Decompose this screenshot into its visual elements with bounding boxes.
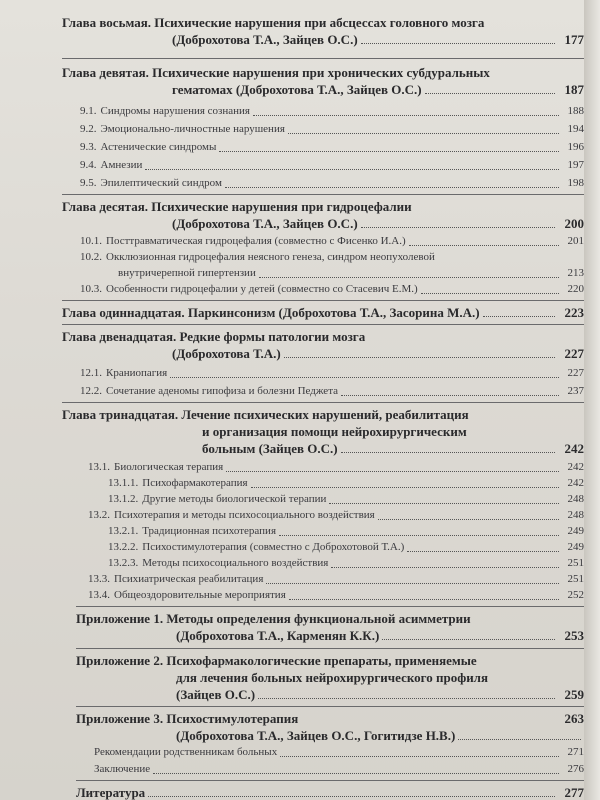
toc-subsection[interactable]: 13.2.1. Традиционная психотерапия 249: [108, 525, 584, 537]
chapter-title: Глава девятая. Психические нарушения при хронических субдуральных: [62, 65, 490, 80]
toc-chapter-13[interactable]: [62, 406, 584, 457]
toc-section[interactable]: 9.4. Амнезии 197: [80, 159, 584, 171]
chapter-authors: (Доброхотова Т.А., Зайцев О.С.): [172, 216, 358, 231]
page-number: 200: [564, 216, 584, 231]
toc-section[interactable]: 9.2. Эмоционально-личностные нарушения 194: [80, 123, 584, 135]
chapter-title-cont: и организация помощи нейрохирургическим: [202, 424, 467, 439]
divider: [62, 58, 584, 59]
leader-dots: [258, 698, 555, 699]
appendix-title: Приложение 3. Психостимулотерапия: [76, 711, 299, 726]
chapter-title: Глава тринадцатая. Лечение психических нарушений, реабилитация: [62, 407, 469, 422]
toc-section[interactable]: Рекомендации родственникам больных 271: [94, 746, 584, 758]
divider: [76, 648, 584, 649]
toc-chapter-9[interactable]: [62, 64, 584, 98]
divider: [76, 606, 584, 607]
toc-subsection[interactable]: 13.1.2. Другие методы биологической терапии 248: [108, 493, 584, 505]
appendix-authors: (Доброхотова Т.А., Карменян К.К.): [176, 628, 380, 643]
divider: [62, 300, 584, 301]
toc-section[interactable]: 12.2. Сочетание аденомы гипофиза и болезни Педжета 237: [80, 385, 584, 397]
leader-dots: [361, 43, 555, 44]
page-number: 223: [564, 305, 584, 320]
divider: [62, 324, 584, 325]
appendix-title: Приложение 2. Психофармакологические препараты, применяемые: [76, 653, 477, 668]
page-edge: [584, 0, 600, 800]
chapter-authors: гематомах (Доброхотова Т.А., Зайцев О.С.): [172, 82, 422, 97]
toc-appendix-1[interactable]: [76, 610, 584, 644]
chapter-authors: больным (Зайцев О.С.): [202, 441, 338, 456]
leader-dots: [382, 639, 555, 640]
toc-section[interactable]: 9.1. Синдромы нарушения сознания 188: [80, 105, 584, 117]
toc-section[interactable]: 9.5. Эпилептический синдром 198: [80, 177, 584, 189]
appendix-title: Приложение 1. Методы определения функциональной асимметрии: [76, 611, 471, 626]
divider: [76, 706, 584, 707]
page-number: 277: [564, 785, 584, 800]
toc-appendix-2[interactable]: [76, 652, 584, 703]
toc-section[interactable]: 12.1. Краниопагия 227: [80, 367, 584, 379]
page-number: 263: [564, 711, 584, 726]
divider: [76, 780, 584, 781]
toc-literature[interactable]: [76, 784, 584, 800]
appendix-authors: (Зайцев О.С.): [176, 687, 256, 702]
toc-section-cont[interactable]: внутричерепной гипертензии 213: [118, 267, 584, 279]
toc-chapter-12[interactable]: [62, 328, 584, 362]
leader-dots: [148, 796, 555, 797]
divider: [62, 402, 584, 403]
toc-subsection[interactable]: 13.2.2. Психостимулотерапия (совместно с Доброхотовой Т.А.) 249: [108, 541, 584, 553]
page-number: 259: [564, 687, 584, 702]
toc-section[interactable]: 13.4. Общеоздоровительные мероприятия 252: [88, 589, 584, 601]
literature-title: Литература: [76, 785, 146, 800]
page-number: 242: [564, 441, 584, 456]
chapter-title: Глава десятая. Психические нарушения при гидроцефалии: [62, 199, 412, 214]
toc-section[interactable]: 13.2. Психотерапия и методы психосоциального воздействия 248: [88, 509, 584, 521]
toc-section[interactable]: 10.3. Особенности гидроцефалии у детей (совместно со Стасевич Е.М.) 220: [80, 283, 584, 295]
page-number: 187: [564, 82, 584, 97]
page-number: 227: [564, 346, 584, 361]
divider: [62, 194, 584, 195]
toc-subsection[interactable]: 13.2.3. Методы психосоциального воздействия 251: [108, 557, 584, 569]
toc-subsection[interactable]: 13.1.1. Психофармакотерапия 242: [108, 477, 584, 489]
chapter-title: Глава двенадцатая. Редкие формы патологии мозга: [62, 329, 366, 344]
appendix-title-cont: для лечения больных нейрохирургического профиля: [176, 670, 489, 685]
chapter-title: Глава одиннадцатая. Паркинсонизм (Доброхотова Т.А., Засорина М.А.): [62, 305, 480, 320]
toc-section[interactable]: 9.3. Астенические синдромы 196: [80, 141, 584, 153]
page-number: 177: [564, 32, 584, 47]
leader-dots: [483, 316, 555, 317]
toc-section[interactable]: 10.1. Посттравматическая гидроцефалия (совместно с Фисенко И.А.) 201: [80, 235, 584, 247]
toc-appendix-3[interactable]: [76, 710, 584, 744]
leader-dots: [284, 357, 555, 358]
toc-section[interactable]: 13.1. Биологическая терапия 242: [88, 461, 584, 473]
leader-dots: [361, 227, 555, 228]
toc-section[interactable]: Заключение 276: [94, 763, 584, 775]
toc-section[interactable]: 13.3. Психиатрическая реабилитация 251: [88, 573, 584, 585]
chapter-authors: (Доброхотова Т.А., Зайцев О.С.): [172, 32, 358, 47]
toc-chapter-10[interactable]: [62, 198, 584, 232]
page-number: 253: [564, 628, 584, 643]
toc-chapter-11[interactable]: [62, 304, 584, 321]
chapter-title: Глава восьмая. Психические нарушения при абсцессах головного мозга: [62, 15, 485, 30]
leader-dots: [425, 93, 555, 94]
chapter-authors: (Доброхотова Т.А.): [172, 346, 281, 361]
toc-section[interactable]: 10.2. Окклюзионная гидроцефалия неясного генеза, синдром неопухолевой: [80, 251, 435, 263]
appendix-authors: (Доброхотова Т.А., Зайцев О.С., Гогитидзе Н.В.): [176, 728, 456, 743]
leader-dots: [341, 452, 555, 453]
leader-dots: [458, 739, 581, 740]
toc-chapter-8[interactable]: [62, 14, 584, 48]
